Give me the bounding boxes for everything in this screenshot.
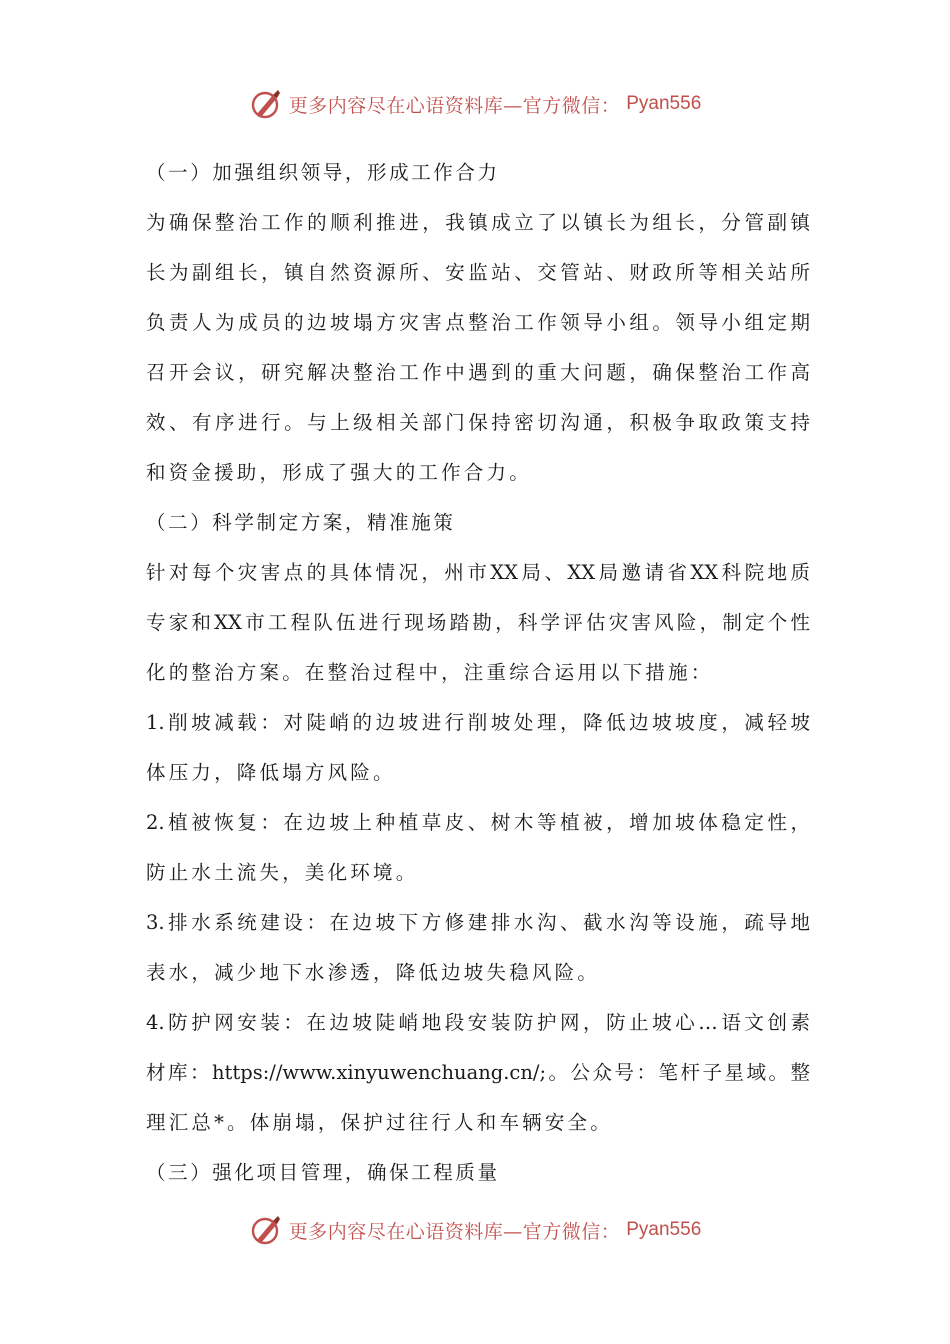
paragraph-line: 负责人为成员的边坡塌方灾害点整治工作领导小组。领导小组定期	[146, 311, 810, 334]
list-item-line: 1.削坡减载：对陡峭的边坡进行削坡处理，降低边坡坡度，减轻坡	[146, 711, 810, 734]
paragraph-line: 召开会议，研究解决整治工作中遇到的重大问题，确保整治工作高	[146, 361, 810, 384]
section-heading-3: （三）强化项目管理，确保工程质量	[146, 1161, 500, 1184]
pen-logo-icon	[249, 87, 283, 121]
paragraph-line: 效、有序进行。与上级相关部门保持密切沟通，积极争取政策支持	[146, 411, 810, 434]
list-item-line: 3.排水系统建设：在边坡下方修建排水沟、截水沟等设施，疏导地	[146, 911, 810, 934]
watermark-account: Pyan556	[626, 93, 702, 114]
paragraph-line: 针对每个灾害点的具体情况，州市XX局、XX局邀请省XX科院地质	[146, 561, 810, 584]
paragraph-line: 专家和XX市工程队伍进行现场踏勘，科学评估灾害风险，制定个性	[146, 611, 810, 634]
list-item-line: 表水，减少地下水渗透，降低边坡失稳风险。	[146, 961, 601, 984]
paragraph-line: 为确保整治工作的顺利推进，我镇成立了以镇长为组长，分管副镇	[146, 211, 810, 234]
list-item-line: 2.植被恢复：在边坡上种植草皮、树木等植被，增加坡体稳定性，	[146, 811, 810, 834]
paragraph-line: 化的整治方案。在整治过程中，注重综合运用以下措施：	[146, 661, 714, 684]
watermark-account: Pyan556	[626, 1219, 702, 1240]
section-heading-1: （一）加强组织领导，形成工作合力	[146, 161, 500, 184]
list-item-line: 4.防护网安装：在边坡陡峭地段安装防护网，防止坡心…语文创素	[146, 1011, 810, 1034]
watermark-text: 更多内容尽在心语资料库—官方微信：	[288, 94, 621, 117]
pen-logo-icon	[249, 1213, 283, 1247]
paragraph-line: 长为副组长，镇自然资源所、安监站、交管站、财政所等相关站所	[146, 261, 810, 284]
section-heading-2: （二）科学制定方案，精准施策	[146, 511, 456, 534]
list-item-line: 防止水土流失，美化环境。	[146, 861, 419, 884]
watermark-text: 更多内容尽在心语资料库—官方微信：	[288, 1220, 621, 1243]
watermark-banner-bottom	[0, 1210, 950, 1250]
paragraph-line: 和资金援助，形成了强大的工作合力。	[146, 461, 532, 484]
document-body	[146, 148, 810, 1198]
list-item-line: 理汇总*。体崩塌，保护过往行人和车辆安全。	[146, 1111, 613, 1134]
list-item-line: 材库：https://www.xinyuwenchuang.cn/;。公众号：笔杆子星域。整	[146, 1061, 810, 1084]
watermark-banner-top	[0, 84, 950, 124]
list-item-line: 体压力，降低塌方风险。	[146, 761, 396, 784]
